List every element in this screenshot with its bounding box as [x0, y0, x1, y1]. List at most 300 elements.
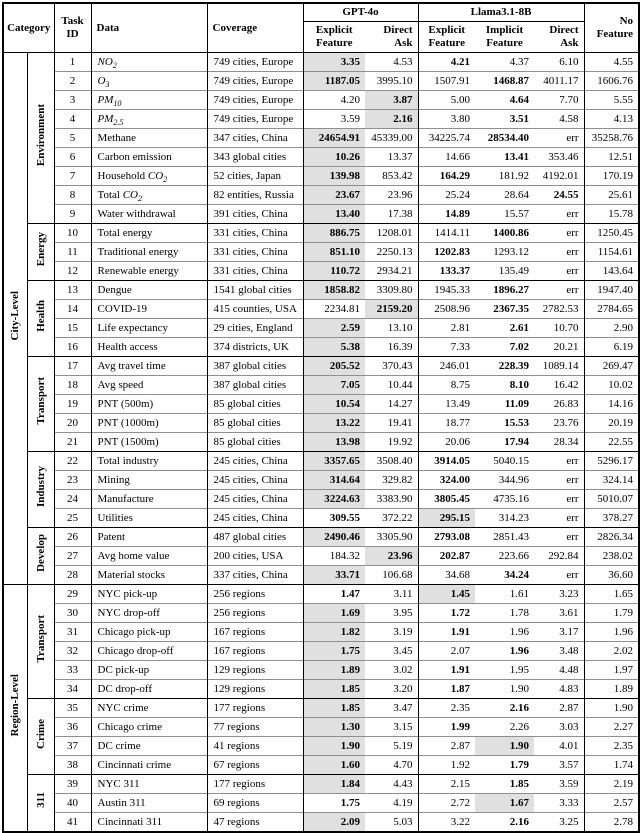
llama-direct-ask-cell: 10.70	[534, 319, 584, 338]
gpt4o-explicit-feature-cell: 7.05	[303, 376, 365, 395]
table-row	[3, 756, 639, 775]
llama-implicit-feature-cell: 13.41	[475, 148, 534, 167]
llama-explicit-feature-cell: 8.75	[418, 376, 475, 395]
table-row	[3, 186, 639, 205]
task-id-cell: 41	[54, 813, 91, 833]
no-feature-cell: 1947.40	[584, 281, 639, 300]
data-name-cell: Austin 311	[91, 794, 207, 813]
table-row	[3, 224, 639, 243]
llama-explicit-feature-cell: 3.22	[418, 813, 475, 833]
llama-explicit-feature-cell: 295.15	[418, 509, 475, 528]
task-id-cell: 12	[54, 262, 91, 281]
llama-direct-ask-cell: 292.84	[534, 547, 584, 566]
gpt4o-direct-ask-cell: 853.42	[365, 167, 418, 186]
gpt4o-explicit-feature-cell: 24654.91	[303, 129, 365, 148]
gpt4o-direct-ask-cell: 4.19	[365, 794, 418, 813]
gpt4o-direct-ask-cell: 3.45	[365, 642, 418, 661]
no-feature-cell: 2.90	[584, 319, 639, 338]
llama-explicit-feature-cell: 34225.74	[418, 129, 475, 148]
table-row	[3, 794, 639, 813]
gpt4o-explicit-feature-cell: 3.59	[303, 110, 365, 129]
no-feature-cell: 36.60	[584, 566, 639, 585]
data-name-cell: PNT (1000m)	[91, 414, 207, 433]
data-name-cell: Renewable energy	[91, 262, 207, 281]
llama-direct-ask-cell: err	[534, 129, 584, 148]
llama-direct-ask-cell: 24.55	[534, 186, 584, 205]
data-name-cell: Health access	[91, 338, 207, 357]
gpt4o-direct-ask-cell: 3.02	[365, 661, 418, 680]
data-name-cell: DC crime	[91, 737, 207, 756]
subcategory-label-text: Industry	[34, 466, 47, 507]
subcategory-label	[27, 775, 54, 833]
llama-implicit-feature-cell: 1.96	[475, 623, 534, 642]
gpt4o-explicit-feature-cell: 1.84	[303, 775, 365, 794]
llama-explicit-feature-cell: 7.33	[418, 338, 475, 357]
llama-direct-ask-cell: err	[534, 509, 584, 528]
table-row	[3, 262, 639, 281]
header-row-groups	[3, 3, 639, 22]
llama-direct-ask-cell: 4.83	[534, 680, 584, 699]
gpt4o-explicit-feature-cell: 3357.65	[303, 452, 365, 471]
data-name-cell: NYC pick-up	[91, 585, 207, 604]
task-id-cell: 22	[54, 452, 91, 471]
coverage-cell: 487 global cities	[207, 528, 303, 547]
coverage-cell: 245 cities, China	[207, 490, 303, 509]
table-row	[3, 528, 639, 547]
header-gpt4o-direct-ask: Direct Ask	[365, 22, 418, 53]
header-coverage: Coverage	[207, 3, 303, 53]
llama-explicit-feature-cell: 2.81	[418, 319, 475, 338]
coverage-cell: 749 cities, Europe	[207, 72, 303, 91]
table-row	[3, 642, 639, 661]
coverage-cell: 1541 global cities	[207, 281, 303, 300]
no-feature-cell: 1.79	[584, 604, 639, 623]
llama-direct-ask-cell: 20.21	[534, 338, 584, 357]
task-id-cell: 27	[54, 547, 91, 566]
coverage-cell: 749 cities, Europe	[207, 91, 303, 110]
gpt4o-explicit-feature-cell: 1.30	[303, 718, 365, 737]
gpt4o-direct-ask-cell: 3309.80	[365, 281, 418, 300]
llama-direct-ask-cell: err	[534, 243, 584, 262]
llama-explicit-feature-cell: 2.15	[418, 775, 475, 794]
llama-explicit-feature-cell: 2508.96	[418, 300, 475, 319]
no-feature-cell: 2.27	[584, 718, 639, 737]
coverage-cell: 177 regions	[207, 699, 303, 718]
llama-direct-ask-cell: 3.57	[534, 756, 584, 775]
llama-implicit-feature-cell: 1.79	[475, 756, 534, 775]
coverage-cell: 129 regions	[207, 661, 303, 680]
gpt4o-direct-ask-cell: 3508.40	[365, 452, 418, 471]
no-feature-cell: 1.74	[584, 756, 639, 775]
gpt4o-direct-ask-cell: 4.70	[365, 756, 418, 775]
llama-explicit-feature-cell: 3914.05	[418, 452, 475, 471]
llama-direct-ask-cell: 4011.17	[534, 72, 584, 91]
llama-implicit-feature-cell: 1.90	[475, 680, 534, 699]
no-feature-cell: 2.19	[584, 775, 639, 794]
gpt4o-direct-ask-cell: 106.68	[365, 566, 418, 585]
gpt4o-direct-ask-cell: 3.20	[365, 680, 418, 699]
data-name-cell: Material stocks	[91, 566, 207, 585]
data-name-cell: Total energy	[91, 224, 207, 243]
category-label	[3, 53, 27, 585]
llama-implicit-feature-cell: 1.61	[475, 585, 534, 604]
subcategory-label	[27, 699, 54, 775]
no-feature-cell: 2.35	[584, 737, 639, 756]
coverage-cell: 749 cities, Europe	[207, 53, 303, 72]
coverage-cell: 167 regions	[207, 642, 303, 661]
subcategory-label	[27, 281, 54, 357]
llama-direct-ask-cell: 4.01	[534, 737, 584, 756]
coverage-cell: 245 cities, China	[207, 471, 303, 490]
subcategory-label	[27, 53, 54, 224]
task-id-cell: 2	[54, 72, 91, 91]
gpt4o-direct-ask-cell: 45339.00	[365, 129, 418, 148]
no-feature-cell: 2.02	[584, 642, 639, 661]
llama-direct-ask-cell: 3.33	[534, 794, 584, 813]
gpt4o-explicit-feature-cell: 1.90	[303, 737, 365, 756]
table-row	[3, 205, 639, 224]
task-id-cell: 4	[54, 110, 91, 129]
llama-direct-ask-cell: err	[534, 490, 584, 509]
task-id-cell: 35	[54, 699, 91, 718]
no-feature-cell: 238.02	[584, 547, 639, 566]
no-feature-cell: 2.78	[584, 813, 639, 833]
llama-explicit-feature-cell: 14.89	[418, 205, 475, 224]
header-no-feature: No Feature	[584, 3, 639, 53]
llama-explicit-feature-cell: 2.35	[418, 699, 475, 718]
llama-implicit-feature-cell: 34.24	[475, 566, 534, 585]
header-group-gpt4o: GPT-4o	[303, 3, 418, 22]
table-row	[3, 148, 639, 167]
data-name-cell: Dengue	[91, 281, 207, 300]
subcategory-label	[27, 528, 54, 585]
gpt4o-direct-ask-cell: 329.82	[365, 471, 418, 490]
llama-direct-ask-cell: err	[534, 471, 584, 490]
no-feature-cell: 10.02	[584, 376, 639, 395]
no-feature-cell: 324.14	[584, 471, 639, 490]
llama-explicit-feature-cell: 1945.33	[418, 281, 475, 300]
coverage-cell: 343 global cities	[207, 148, 303, 167]
data-name-cell: $PM_{10}$	[91, 91, 207, 110]
task-id-cell: 7	[54, 167, 91, 186]
table-row	[3, 357, 639, 376]
subcategory-label	[27, 452, 54, 528]
llama-explicit-feature-cell: 3.80	[418, 110, 475, 129]
data-name-cell: PNT (500m)	[91, 395, 207, 414]
data-name-cell: NYC crime	[91, 699, 207, 718]
coverage-cell: 387 global cities	[207, 357, 303, 376]
llama-implicit-feature-cell: 2.16	[475, 699, 534, 718]
llama-implicit-feature-cell: 2.61	[475, 319, 534, 338]
llama-implicit-feature-cell: 1293.12	[475, 243, 534, 262]
task-id-cell: 16	[54, 338, 91, 357]
table-row	[3, 471, 639, 490]
llama-explicit-feature-cell: 1.87	[418, 680, 475, 699]
coverage-cell: 245 cities, China	[207, 452, 303, 471]
coverage-cell: 331 cities, China	[207, 262, 303, 281]
llama-explicit-feature-cell: 2.87	[418, 737, 475, 756]
table-row	[3, 281, 639, 300]
gpt4o-explicit-feature-cell: 1858.82	[303, 281, 365, 300]
llama-explicit-feature-cell: 1.91	[418, 661, 475, 680]
table-row	[3, 243, 639, 262]
table-row	[3, 566, 639, 585]
llama-direct-ask-cell: 26.83	[534, 395, 584, 414]
no-feature-cell: 378.27	[584, 509, 639, 528]
table-row	[3, 395, 639, 414]
llama-explicit-feature-cell: 13.49	[418, 395, 475, 414]
data-name-cell: Utilities	[91, 509, 207, 528]
table-row	[3, 414, 639, 433]
task-id-cell: 39	[54, 775, 91, 794]
category-label-text: Region-Level	[9, 673, 22, 737]
llama-implicit-feature-cell: 15.53	[475, 414, 534, 433]
table-row	[3, 623, 639, 642]
llama-direct-ask-cell: 2.87	[534, 699, 584, 718]
llama-explicit-feature-cell: 25.24	[418, 186, 475, 205]
task-id-cell: 30	[54, 604, 91, 623]
gpt4o-direct-ask-cell: 3995.10	[365, 72, 418, 91]
gpt4o-explicit-feature-cell: 1.60	[303, 756, 365, 775]
no-feature-cell: 1.96	[584, 623, 639, 642]
table-row	[3, 129, 639, 148]
task-id-cell: 40	[54, 794, 91, 813]
llama-implicit-feature-cell: 17.94	[475, 433, 534, 452]
data-name-cell: Water withdrawal	[91, 205, 207, 224]
llama-explicit-feature-cell: 1.45	[418, 585, 475, 604]
subcategory-label	[27, 224, 54, 281]
gpt4o-explicit-feature-cell: 33.71	[303, 566, 365, 585]
task-id-cell: 1	[54, 53, 91, 72]
llama-direct-ask-cell: 3.61	[534, 604, 584, 623]
gpt4o-direct-ask-cell: 13.10	[365, 319, 418, 338]
coverage-cell: 85 global cities	[207, 433, 303, 452]
llama-implicit-feature-cell: 28534.40	[475, 129, 534, 148]
data-name-cell: $NO_2$	[91, 53, 207, 72]
gpt4o-direct-ask-cell: 2934.21	[365, 262, 418, 281]
llama-explicit-feature-cell: 1.91	[418, 623, 475, 642]
llama-implicit-feature-cell: 223.66	[475, 547, 534, 566]
gpt4o-explicit-feature-cell: 10.26	[303, 148, 365, 167]
gpt4o-explicit-feature-cell: 205.52	[303, 357, 365, 376]
coverage-cell: 47 regions	[207, 813, 303, 833]
header-group-llama: Llama3.1-8B	[418, 3, 584, 22]
table-row	[3, 604, 639, 623]
task-id-cell: 34	[54, 680, 91, 699]
gpt4o-explicit-feature-cell: 886.75	[303, 224, 365, 243]
gpt4o-explicit-feature-cell: 184.32	[303, 547, 365, 566]
gpt4o-direct-ask-cell: 2.16	[365, 110, 418, 129]
no-feature-cell: 2.57	[584, 794, 639, 813]
data-name-cell: Mining	[91, 471, 207, 490]
llama-direct-ask-cell: 4.58	[534, 110, 584, 129]
table-row	[3, 452, 639, 471]
no-feature-cell: 5010.07	[584, 490, 639, 509]
task-id-cell: 36	[54, 718, 91, 737]
data-name-cell: Avg home value	[91, 547, 207, 566]
task-id-cell: 19	[54, 395, 91, 414]
llama-implicit-feature-cell: 1.96	[475, 642, 534, 661]
llama-implicit-feature-cell: 1400.86	[475, 224, 534, 243]
table-row	[3, 775, 639, 794]
table-body	[3, 53, 639, 833]
gpt4o-explicit-feature-cell: 13.98	[303, 433, 365, 452]
llama-implicit-feature-cell: 4.64	[475, 91, 534, 110]
gpt4o-explicit-feature-cell: 1.47	[303, 585, 365, 604]
table-row	[3, 490, 639, 509]
no-feature-cell: 143.64	[584, 262, 639, 281]
header-task-id: Task ID	[54, 3, 91, 53]
llama-explicit-feature-cell: 20.06	[418, 433, 475, 452]
task-id-cell: 17	[54, 357, 91, 376]
gpt4o-explicit-feature-cell: 1.82	[303, 623, 365, 642]
no-feature-cell: 2784.65	[584, 300, 639, 319]
gpt4o-explicit-feature-cell: 1.75	[303, 794, 365, 813]
llama-explicit-feature-cell: 18.77	[418, 414, 475, 433]
table-row	[3, 338, 639, 357]
header-llama-direct-ask: Direct Ask	[534, 22, 584, 53]
gpt4o-explicit-feature-cell: 1.85	[303, 680, 365, 699]
gpt4o-direct-ask-cell: 23.96	[365, 547, 418, 566]
no-feature-cell: 2826.34	[584, 528, 639, 547]
coverage-cell: 256 regions	[207, 585, 303, 604]
gpt4o-direct-ask-cell: 19.92	[365, 433, 418, 452]
gpt4o-direct-ask-cell: 13.37	[365, 148, 418, 167]
llama-implicit-feature-cell: 314.23	[475, 509, 534, 528]
data-name-cell: Cincinnati 311	[91, 813, 207, 833]
no-feature-cell: 6.19	[584, 338, 639, 357]
subcategory-label-text: Transport	[34, 377, 47, 425]
coverage-cell: 85 global cities	[207, 395, 303, 414]
table-row	[3, 53, 639, 72]
task-id-cell: 26	[54, 528, 91, 547]
gpt4o-explicit-feature-cell: 2490.46	[303, 528, 365, 547]
llama-implicit-feature-cell: 2.16	[475, 813, 534, 833]
table-row	[3, 813, 639, 833]
no-feature-cell: 1606.76	[584, 72, 639, 91]
subcategory-label-text: Transport	[34, 614, 47, 663]
task-id-cell: 21	[54, 433, 91, 452]
coverage-cell: 67 regions	[207, 756, 303, 775]
header-llama-implicit-feature: Implicit Feature	[475, 22, 534, 53]
llama-explicit-feature-cell: 1.92	[418, 756, 475, 775]
no-feature-cell: 1.89	[584, 680, 639, 699]
data-name-cell: PNT (1500m)	[91, 433, 207, 452]
no-feature-cell: 1.90	[584, 699, 639, 718]
data-name-cell: NYC 311	[91, 775, 207, 794]
gpt4o-direct-ask-cell: 14.27	[365, 395, 418, 414]
coverage-cell: 749 cities, Europe	[207, 110, 303, 129]
coverage-cell: 85 global cities	[207, 414, 303, 433]
llama-implicit-feature-cell: 228.39	[475, 357, 534, 376]
header-category: Category	[3, 3, 54, 53]
coverage-cell: 331 cities, China	[207, 243, 303, 262]
data-name-cell: Traditional energy	[91, 243, 207, 262]
coverage-cell: 391 cities, China	[207, 205, 303, 224]
llama-implicit-feature-cell: 4735.16	[475, 490, 534, 509]
data-name-cell: Total industry	[91, 452, 207, 471]
data-name-cell: DC pick-up	[91, 661, 207, 680]
gpt4o-direct-ask-cell: 3305.90	[365, 528, 418, 547]
gpt4o-explicit-feature-cell: 1.85	[303, 699, 365, 718]
data-name-cell: Avg travel time	[91, 357, 207, 376]
llama-implicit-feature-cell: 15.57	[475, 205, 534, 224]
no-feature-cell: 22.55	[584, 433, 639, 452]
gpt4o-direct-ask-cell: 3.47	[365, 699, 418, 718]
llama-direct-ask-cell: 6.10	[534, 53, 584, 72]
llama-explicit-feature-cell: 4.21	[418, 53, 475, 72]
task-id-cell: 13	[54, 281, 91, 300]
no-feature-cell: 12.51	[584, 148, 639, 167]
gpt4o-explicit-feature-cell: 1.69	[303, 604, 365, 623]
task-id-cell: 11	[54, 243, 91, 262]
table-header	[3, 3, 639, 53]
no-feature-cell: 269.47	[584, 357, 639, 376]
gpt4o-explicit-feature-cell: 2.59	[303, 319, 365, 338]
llama-direct-ask-cell: err	[534, 224, 584, 243]
task-id-cell: 31	[54, 623, 91, 642]
task-id-cell: 28	[54, 566, 91, 585]
gpt4o-explicit-feature-cell: 110.72	[303, 262, 365, 281]
llama-explicit-feature-cell: 2.72	[418, 794, 475, 813]
llama-direct-ask-cell: 7.70	[534, 91, 584, 110]
llama-explicit-feature-cell: 1507.91	[418, 72, 475, 91]
table-row	[3, 433, 639, 452]
task-id-cell: 33	[54, 661, 91, 680]
coverage-cell: 347 cities, China	[207, 129, 303, 148]
llama-implicit-feature-cell: 4.37	[475, 53, 534, 72]
gpt4o-explicit-feature-cell: 1.75	[303, 642, 365, 661]
llama-direct-ask-cell: err	[534, 452, 584, 471]
llama-direct-ask-cell: err	[534, 205, 584, 224]
coverage-cell: 69 regions	[207, 794, 303, 813]
task-id-cell: 6	[54, 148, 91, 167]
data-name-cell: $O_3$	[91, 72, 207, 91]
data-name-cell: Carbon emission	[91, 148, 207, 167]
gpt4o-direct-ask-cell: 5.03	[365, 813, 418, 833]
gpt4o-direct-ask-cell: 3.95	[365, 604, 418, 623]
coverage-cell: 167 regions	[207, 623, 303, 642]
category-label-text: City-Level	[9, 290, 22, 341]
gpt4o-explicit-feature-cell: 13.22	[303, 414, 365, 433]
table-row	[3, 319, 639, 338]
llama-direct-ask-cell: 3.48	[534, 642, 584, 661]
coverage-cell: 245 cities, China	[207, 509, 303, 528]
task-id-cell: 5	[54, 129, 91, 148]
coverage-cell: 337 cities, China	[207, 566, 303, 585]
table-row	[3, 718, 639, 737]
llama-direct-ask-cell: 4192.01	[534, 167, 584, 186]
llama-implicit-feature-cell: 135.49	[475, 262, 534, 281]
gpt4o-explicit-feature-cell: 314.64	[303, 471, 365, 490]
llama-implicit-feature-cell: 1.85	[475, 775, 534, 794]
data-name-cell: Cincinnati crime	[91, 756, 207, 775]
data-name-cell: Household $CO_2$	[91, 167, 207, 186]
task-id-cell: 20	[54, 414, 91, 433]
gpt4o-explicit-feature-cell: 1187.05	[303, 72, 365, 91]
llama-explicit-feature-cell: 1202.83	[418, 243, 475, 262]
llama-direct-ask-cell: err	[534, 528, 584, 547]
data-name-cell: Total $CO_2$	[91, 186, 207, 205]
llama-direct-ask-cell: 23.76	[534, 414, 584, 433]
llama-direct-ask-cell: 28.34	[534, 433, 584, 452]
table-row	[3, 110, 639, 129]
llama-explicit-feature-cell: 3805.45	[418, 490, 475, 509]
data-name-cell: Life expectancy	[91, 319, 207, 338]
coverage-cell: 82 entities, Russia	[207, 186, 303, 205]
data-name-cell: Manufacture	[91, 490, 207, 509]
gpt4o-direct-ask-cell: 23.96	[365, 186, 418, 205]
